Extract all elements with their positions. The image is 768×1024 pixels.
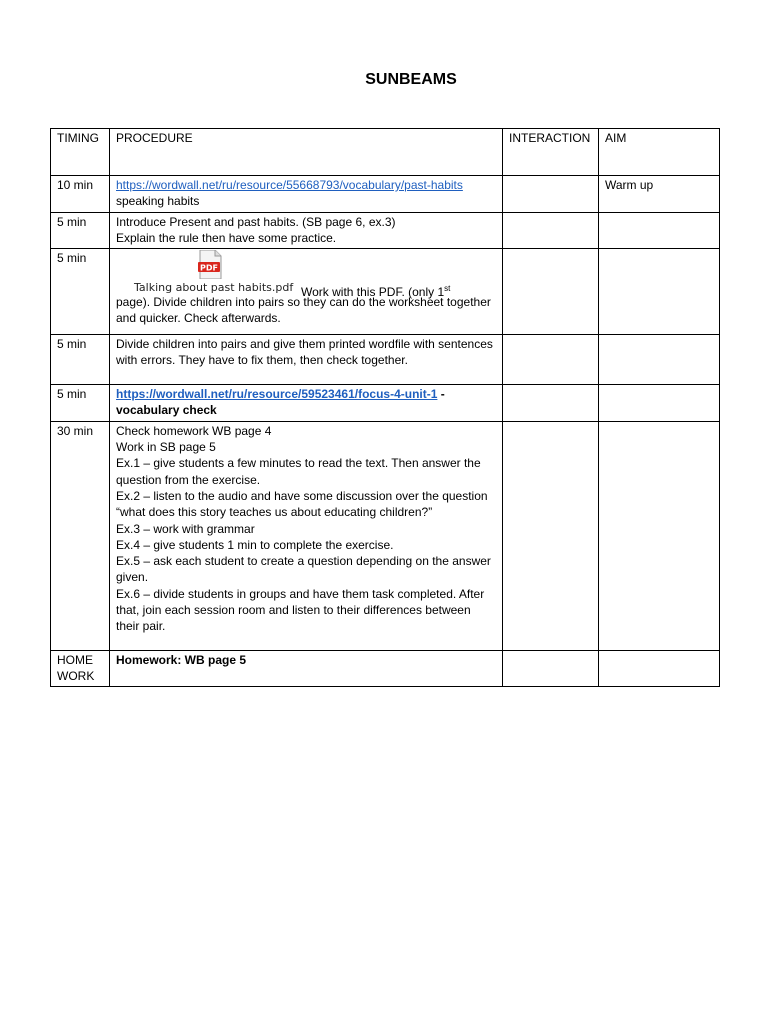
wordwall-link[interactable]: https://wordwall.net/ru/resource/55668793/vocabulary/past-habits xyxy=(116,178,463,192)
table-row xyxy=(51,385,720,422)
pdf-attachment[interactable] xyxy=(116,250,496,300)
lesson-plan-table xyxy=(50,128,720,687)
wordwall-link[interactable]: https://wordwall.net/ru/resource/59523461/focus-4-unit-1 xyxy=(116,387,438,402)
table-header-row xyxy=(51,129,720,176)
procedure-line: Introduce Present and past habits. (SB page 6, ex.3) xyxy=(116,214,396,229)
interaction-cell xyxy=(503,421,599,650)
timing-cell: 10 min xyxy=(51,176,110,213)
procedure-cell xyxy=(110,212,503,249)
procedure-line: Work in SB page 5 xyxy=(116,440,216,455)
procedure-line: Explain the rule then have some practice. xyxy=(116,230,337,245)
interaction-cell xyxy=(503,650,599,687)
document-title: SUNBEAMS xyxy=(365,71,457,88)
header-timing: TIMING xyxy=(51,129,110,176)
header-procedure: PROCEDURE xyxy=(110,129,503,176)
aim-cell xyxy=(599,249,720,335)
procedure-line: Check homework WB page 4 xyxy=(116,423,272,438)
interaction-cell xyxy=(503,212,599,249)
aim-cell xyxy=(599,335,720,385)
procedure-cell: Homework: WB page 5 xyxy=(110,650,503,687)
timing-cell: 5 min xyxy=(51,385,110,422)
procedure-cell xyxy=(110,249,503,335)
table-row xyxy=(51,212,720,249)
procedure-text: page). Divide children into pairs so they can do the worksheet together and quicker. Check afterwards. xyxy=(116,295,491,326)
procedure-line: Ex.1 – give students a few minutes to read the text. Then answer the question from the exercise. xyxy=(116,456,481,487)
interaction-cell xyxy=(503,335,599,385)
table-row xyxy=(51,650,720,687)
table-row xyxy=(51,176,720,213)
procedure-cell: Divide children into pairs and give them printed wordfile with sentences with errors. They have to fix them, then check together. xyxy=(110,335,503,385)
timing-cell: HOME WORK xyxy=(51,650,110,687)
procedure-cell xyxy=(110,176,503,213)
procedure-cell xyxy=(110,421,503,650)
timing-cell: 5 min xyxy=(51,249,110,335)
procedure-text: speaking habits xyxy=(116,194,200,209)
procedure-cell xyxy=(110,385,503,422)
procedure-line: Ex.4 – give students 1 min to complete the exercise. xyxy=(116,537,394,552)
aim-cell: Warm up xyxy=(599,176,720,213)
procedure-line: Ex.5 – ask each student to create a question depending on the answer given. xyxy=(116,554,491,585)
timing-cell: 5 min xyxy=(51,335,110,385)
procedure-line: Ex.3 – work with grammar xyxy=(116,521,255,536)
pdf-file-icon xyxy=(198,250,222,279)
procedure-text: Work with this PDF. (only 1st xyxy=(301,284,451,300)
procedure-text: - vocabulary check xyxy=(116,387,445,418)
aim-cell xyxy=(599,421,720,650)
header-interaction: INTERACTION xyxy=(503,129,599,176)
timing-cell: 5 min xyxy=(51,212,110,249)
procedure-line: Ex.2 – listen to the audio and have some discussion over the question “what does this story teaches us about educating children?” xyxy=(116,488,488,520)
svg-text:PDF: PDF xyxy=(200,263,218,273)
interaction-cell xyxy=(503,385,599,422)
interaction-cell xyxy=(503,176,599,213)
table-row xyxy=(51,421,720,650)
table-row xyxy=(51,335,720,385)
pdf-filename: Talking about past habits.pdf xyxy=(134,281,294,295)
procedure-line: Ex.6 – divide students in groups and have them task completed. After that, join each session room and listen to their differences between their pair. xyxy=(116,586,485,634)
header-aim: AIM xyxy=(599,129,720,176)
aim-cell xyxy=(599,650,720,687)
timing-cell: 30 min xyxy=(51,421,110,650)
aim-cell xyxy=(599,212,720,249)
table-row xyxy=(51,249,720,335)
interaction-cell xyxy=(503,249,599,335)
aim-cell xyxy=(599,385,720,422)
